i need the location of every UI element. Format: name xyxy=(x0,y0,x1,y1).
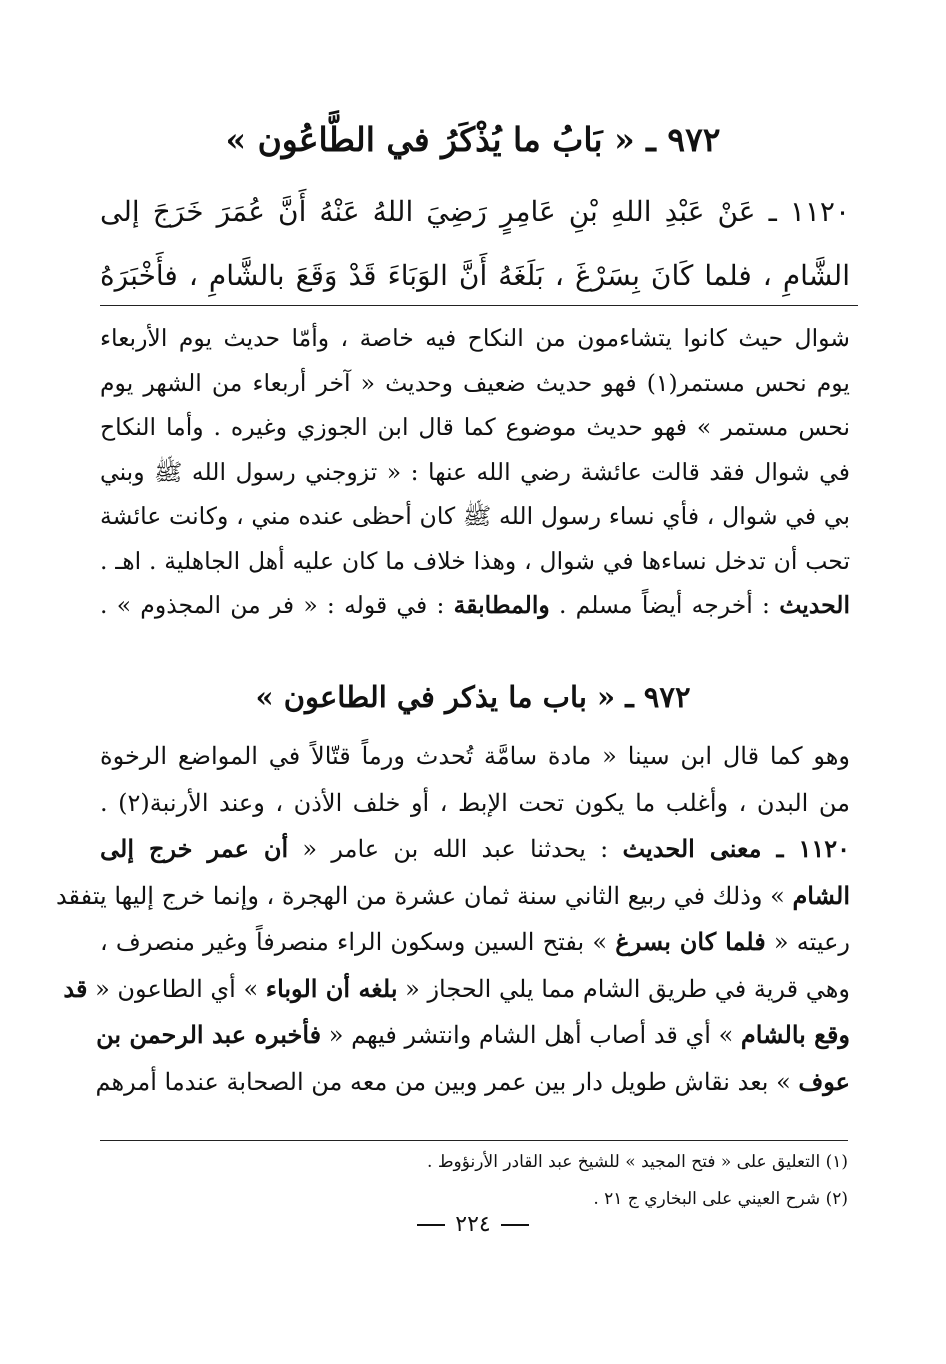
commentary-phrase: : يحدثنا عبد الله بن عامر « xyxy=(288,835,623,863)
commentary-phrase: » بعد نقاش طويل دار بين عمر وبين من معه من الصحابة عندما أمرهم xyxy=(95,1067,799,1096)
note-line: نحس مستمر » فهو حديث موضوع كما قال ابن الجوزي وغيره . وأما النكاح xyxy=(100,413,850,441)
page-number xyxy=(0,1212,946,1237)
quoted-hadith-phrase: ١١٢٠ ـ معنى الحديث xyxy=(622,834,851,863)
hadith-line: الشَّامِ ، فلما كَانَ بِسَرْغَ ، بَلَغَهُ أَنَّ الوَبَاءَ قَدْ وَقَعَ بالشَّامِ ، فأَخْبَرَهُ xyxy=(100,259,850,292)
commentary-heading: ٩٧٢ ـ « باب ما يذكر في الطاعون » xyxy=(255,680,691,714)
footnote: (١) التعليق على « فتح المجيد » للشيخ عبد القادر الأرنؤوط . xyxy=(427,1152,848,1172)
commentary-phrase: » بفتح السين وسكون الراء منصرفاً وغير منصرف ، xyxy=(100,928,616,956)
footnotes xyxy=(100,1144,848,1218)
commentary-phrase: رعيته « xyxy=(765,928,850,956)
commentary-line xyxy=(95,1059,850,1106)
commentary-line xyxy=(55,873,850,920)
commentary-phrase: » أي الطاعون « xyxy=(87,974,266,1003)
commentary-line xyxy=(100,780,850,827)
note-line: في شوال فقد قالت عائشة رضي الله عنها : « تزوجني رسول الله ﷺ وبني xyxy=(100,457,850,486)
footnote-separator xyxy=(100,1140,848,1141)
quoted-hadith-phrase: الشام xyxy=(792,880,850,910)
quoted-hadith-phrase: وقع بالشام xyxy=(740,1020,850,1049)
quoted-hadith-phrase: فأخبره عبد الرحمن بن xyxy=(96,1020,322,1049)
commentary-phrase: » وذلك في ربيع الثاني سنة ثمان عشرة من الهجرة ، وإنما خرج إليها يتفقد xyxy=(55,881,793,910)
commentary-phrase: وهو كما قال ابن سينا « مادة سامَّة تُحدث ورماً قتّالاً في المواضع الرخوة xyxy=(100,742,850,770)
quoted-hadith-phrase: فلما كان بسرغ xyxy=(615,927,766,956)
quoted-hadith-phrase: بلغه أن الوباء xyxy=(265,973,398,1003)
takhrij-text: : أخرجه أيضاً مسلم . xyxy=(549,591,780,619)
commentary-text xyxy=(55,733,851,1105)
page-number-text: ٢٢٤ xyxy=(455,1212,491,1237)
note-line: تحب أن تدخل نساءها في شوال ، وهذا خلاف ما كان عليه أهل الجاهلية . اهـ . xyxy=(100,546,850,575)
commentary-phrase: » أي قد أصاب أهل الشام وانتشر فيهم « xyxy=(321,1021,741,1049)
commentary-line xyxy=(96,1012,850,1059)
mutabaqa-text: : في قوله : « فر من المجذوم » . xyxy=(100,591,454,619)
quoted-hadith-phrase: أن عمر خرج إلى xyxy=(100,834,289,863)
commentary-phrase: من البدن ، وأغلب ما يكون تحت الإبط ، أو خلف الأذن ، وعند الأرنبة(٢) . xyxy=(100,788,851,817)
hadith-text xyxy=(100,180,850,308)
note-line-final xyxy=(100,583,850,628)
hadith-label: الحديث xyxy=(779,591,850,619)
commentary-line xyxy=(100,826,850,873)
hadith-line: ١١٢٠ ـ عَنْ عَبْدِ اللهِ بْنِ عَامِرٍ رَضِيَ اللهُ عَنْهُ أَنَّ عُمَرَ خَرَجَ إلى xyxy=(100,195,850,228)
previous-commentary-continuation xyxy=(100,316,850,628)
quoted-hadith-phrase: قد xyxy=(63,973,88,1003)
note-line: يوم نحس مستمر(١) فهو حديث ضعيف وحديث « آخر أربعاء من الشهر يوم xyxy=(100,368,850,397)
commentary-phrase: وهي قرية في طريق الشام مما يلي الحجاز « xyxy=(397,974,850,1003)
commentary-line xyxy=(100,919,850,966)
note-line: شوال حيث كانوا يتشاءمون من النكاح فيه خاصة ، وأمّا حديث يوم الأربعاء xyxy=(100,324,850,352)
footnote: (٢) شرح العيني على البخاري ج ٢١ . xyxy=(593,1189,848,1209)
note-line: بي في شوال ، فأي نساء رسول الله ﷺ كان أحظى عنده مني ، وكانت عائشة xyxy=(100,502,850,530)
commentary-line xyxy=(63,966,850,1013)
quoted-hadith-phrase: عوف xyxy=(798,1066,850,1096)
separator-line xyxy=(100,305,858,306)
commentary-line xyxy=(100,733,850,780)
mutabaqa-label: والمطابقة xyxy=(453,591,550,619)
chapter-heading: ٩٧٢ ـ « بَابُ ما يُذْكَرُ في الطَّاعُون » xyxy=(225,120,721,159)
